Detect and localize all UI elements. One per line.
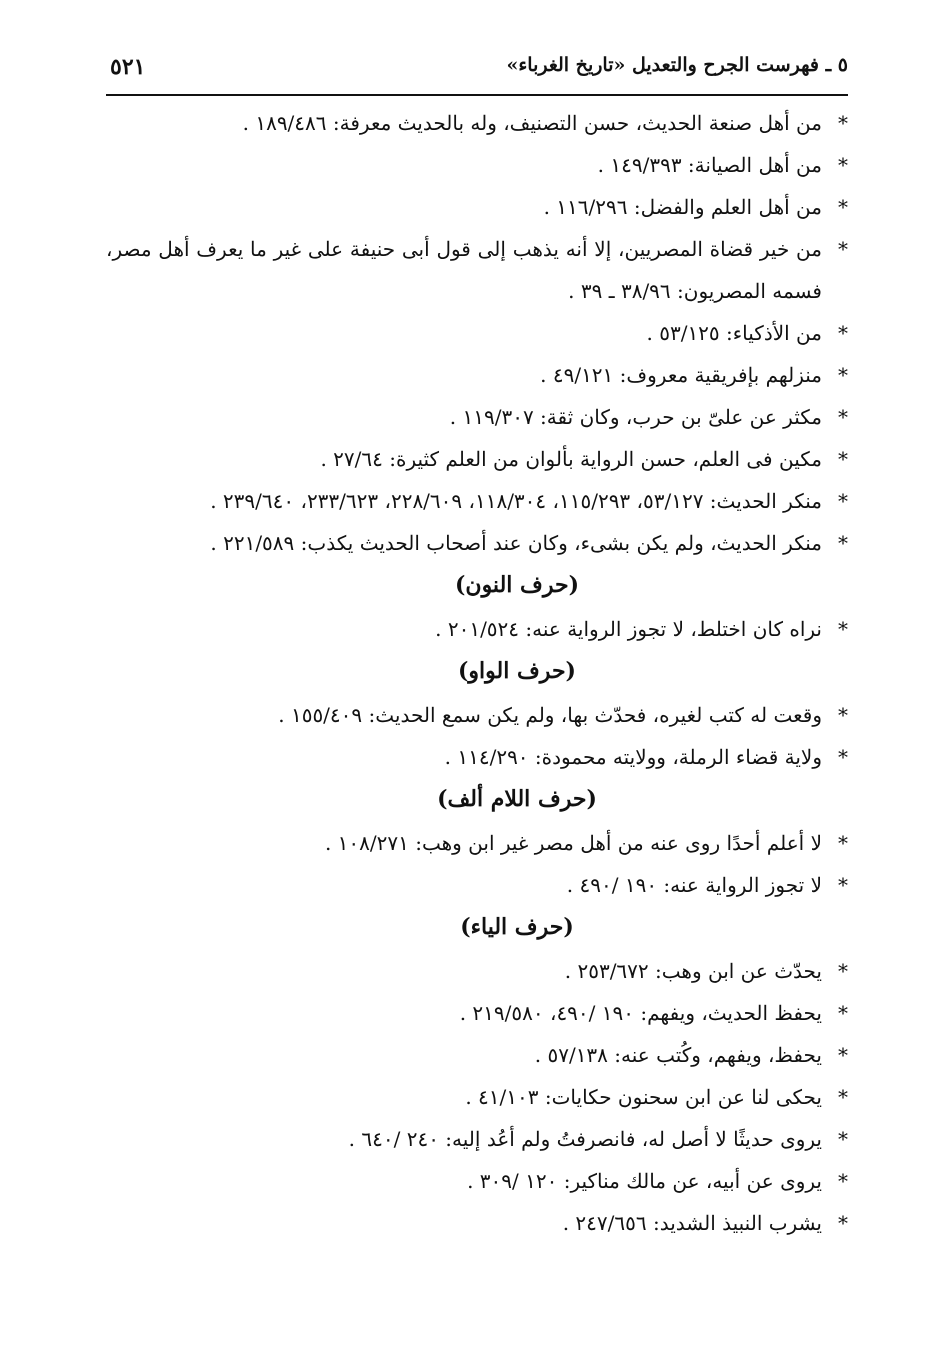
entry-text: يحفظ، ويفهم، وكُتب عنه: ٥٧/١٣٨ . (534, 1043, 822, 1067)
bullet-star-icon: * (838, 1211, 848, 1235)
entry-text: منزلهم بإفريقية معروف: ٤٩/١٢١ . (540, 363, 822, 387)
entry-text: لا تجوز الرواية عنه: ١٩٠ /٤٩٠ . (566, 873, 822, 897)
entry-text: وقعت له كتب لغيره، فحدّث بها، ولم يكن سمع الحديث: ١٥٥/٤٠٩ . (278, 703, 822, 727)
page-header (106, 52, 848, 92)
index-entry (106, 822, 848, 864)
bullet-star-icon: * (838, 617, 848, 641)
bullet-star-icon: * (838, 447, 848, 471)
bullet-star-icon: * (838, 111, 848, 135)
bullet-star-icon: * (838, 1043, 848, 1067)
bullet-star-icon: * (838, 363, 848, 387)
bullet-star-icon: * (838, 873, 848, 897)
entry-text: يحكى لنا عن ابن سحنون حكايات: ٤١/١٠٣ . (465, 1085, 822, 1109)
header-rule (106, 94, 848, 96)
entry-text: من أهل الصيانة: ١٤٩/٣٩٣ . (597, 153, 822, 177)
bullet-star-icon: * (838, 959, 848, 983)
entry-text: يحفظ الحديث، ويفهم: ١٩٠ /٤٩٠، ٢١٩/٥٨٠ . (459, 1001, 822, 1025)
index-entry (106, 694, 848, 736)
bullet-star-icon: * (838, 1085, 848, 1109)
bullet-star-icon: * (838, 195, 848, 219)
bullet-star-icon: * (838, 531, 848, 555)
index-entry (106, 480, 848, 522)
running-title: ٥ ـ فهرست الجرح والتعديل «تاريخ الغرباء» (506, 54, 848, 76)
page-number: ٥٢١ (110, 54, 146, 80)
entry-text: منكر الحديث، ولم يكن بشىء، وكان عند أصحاب الحديث يكذب: ٢٢١/٥٨٩ . (210, 531, 822, 555)
index-entry (106, 102, 848, 144)
index-entry (106, 522, 848, 564)
index-entry (106, 312, 848, 354)
bullet-star-icon: * (838, 745, 848, 769)
entry-text: نراه كان اختلط، لا تجوز الرواية عنه: ٢٠١/٥٢٤ . (435, 617, 822, 641)
entry-text: مكثر عن علىّ بن حرب، وكان ثقة: ١١٩/٣٠٧ . (449, 405, 822, 429)
index-entry (106, 1202, 848, 1244)
bullet-star-icon: * (838, 831, 848, 855)
index-entry (106, 354, 848, 396)
index-entry (106, 396, 848, 438)
bullet-star-icon: * (838, 405, 848, 429)
bullet-star-icon: * (838, 1001, 848, 1025)
entry-text: من أهل العلم والفضل: ١١٦/٢٩٦ . (543, 195, 822, 219)
entry-text: يشرب النبيذ الشديد: ٢٤٧/٦٥٦ . (562, 1211, 822, 1235)
index-entry (106, 608, 848, 650)
index-entry (106, 864, 848, 906)
index-entry (106, 228, 848, 312)
entry-text: يروى حديثًا لا أصل له، فانصرفتُ ولم أعُد إليه: ٢٤٠ /٦٤٠ . (348, 1127, 822, 1151)
index-entry (106, 1076, 848, 1118)
index-entry (106, 950, 848, 992)
entry-text: مكين فى العلم، حسن الرواية بألوان من العلم كثيرة: ٢٧/٦٤ . (320, 447, 822, 471)
entry-text: من الأذكياء: ٥٣/١٢٥ . (646, 321, 822, 345)
entry-text: من خير قضاة المصريين، إلا أنه يذهب إلى قول أبى حنيفة على غير ما يعرف أهل مصر، فسمه المصريون: ٣٨/٩٦ ـ ٣٩ . (106, 237, 822, 303)
bullet-star-icon: * (838, 321, 848, 345)
entry-text: يحدّث عن ابن وهب: ٢٥٣/٦٧٢ . (564, 959, 822, 983)
index-entry (106, 438, 848, 480)
bullet-star-icon: * (838, 153, 848, 177)
index-entry (106, 144, 848, 186)
entry-text: يروى عن أبيه، عن مالك مناكير: ١٢٠ /٣٠٩ . (467, 1169, 822, 1193)
index-entry (106, 186, 848, 228)
index-entry (106, 1118, 848, 1160)
index-entry (106, 1160, 848, 1202)
bullet-star-icon: * (838, 237, 848, 261)
section-heading-waw: (حرف الواو) (458, 658, 576, 684)
entry-text: من أهل صنعة الحديث، حسن التصنيف، وله بالحديث معرفة: ١٨٩/٤٨٦ . (242, 111, 822, 135)
bullet-star-icon: * (838, 703, 848, 727)
index-content (106, 102, 848, 1244)
section-heading-noon: (حرف النون) (455, 572, 579, 598)
bullet-star-icon: * (838, 1169, 848, 1193)
bullet-star-icon: * (838, 1127, 848, 1151)
index-entry (106, 1034, 848, 1076)
entry-text: منكر الحديث: ٥٣/١٢٧، ١١٥/٢٩٣، ١١٨/٣٠٤، ٢٢٨/٦٠٩، ٢٣٣/٦٢٣، ٢٣٩/٦٤٠ . (210, 489, 822, 513)
section-heading-lamalif: (حرف اللام ألف) (437, 786, 597, 812)
entry-text: ولاية قضاء الرملة، وولايته محمودة: ١١٤/٢٩٠ . (444, 745, 822, 769)
index-entry (106, 736, 848, 778)
bullet-star-icon: * (838, 489, 848, 513)
section-heading-ya: (حرف الياء) (460, 914, 574, 940)
entry-text: لا أعلم أحدًا روى عنه من أهل مصر غير ابن وهب: ١٠٨/٢٧١ . (324, 831, 822, 855)
index-entry (106, 992, 848, 1034)
